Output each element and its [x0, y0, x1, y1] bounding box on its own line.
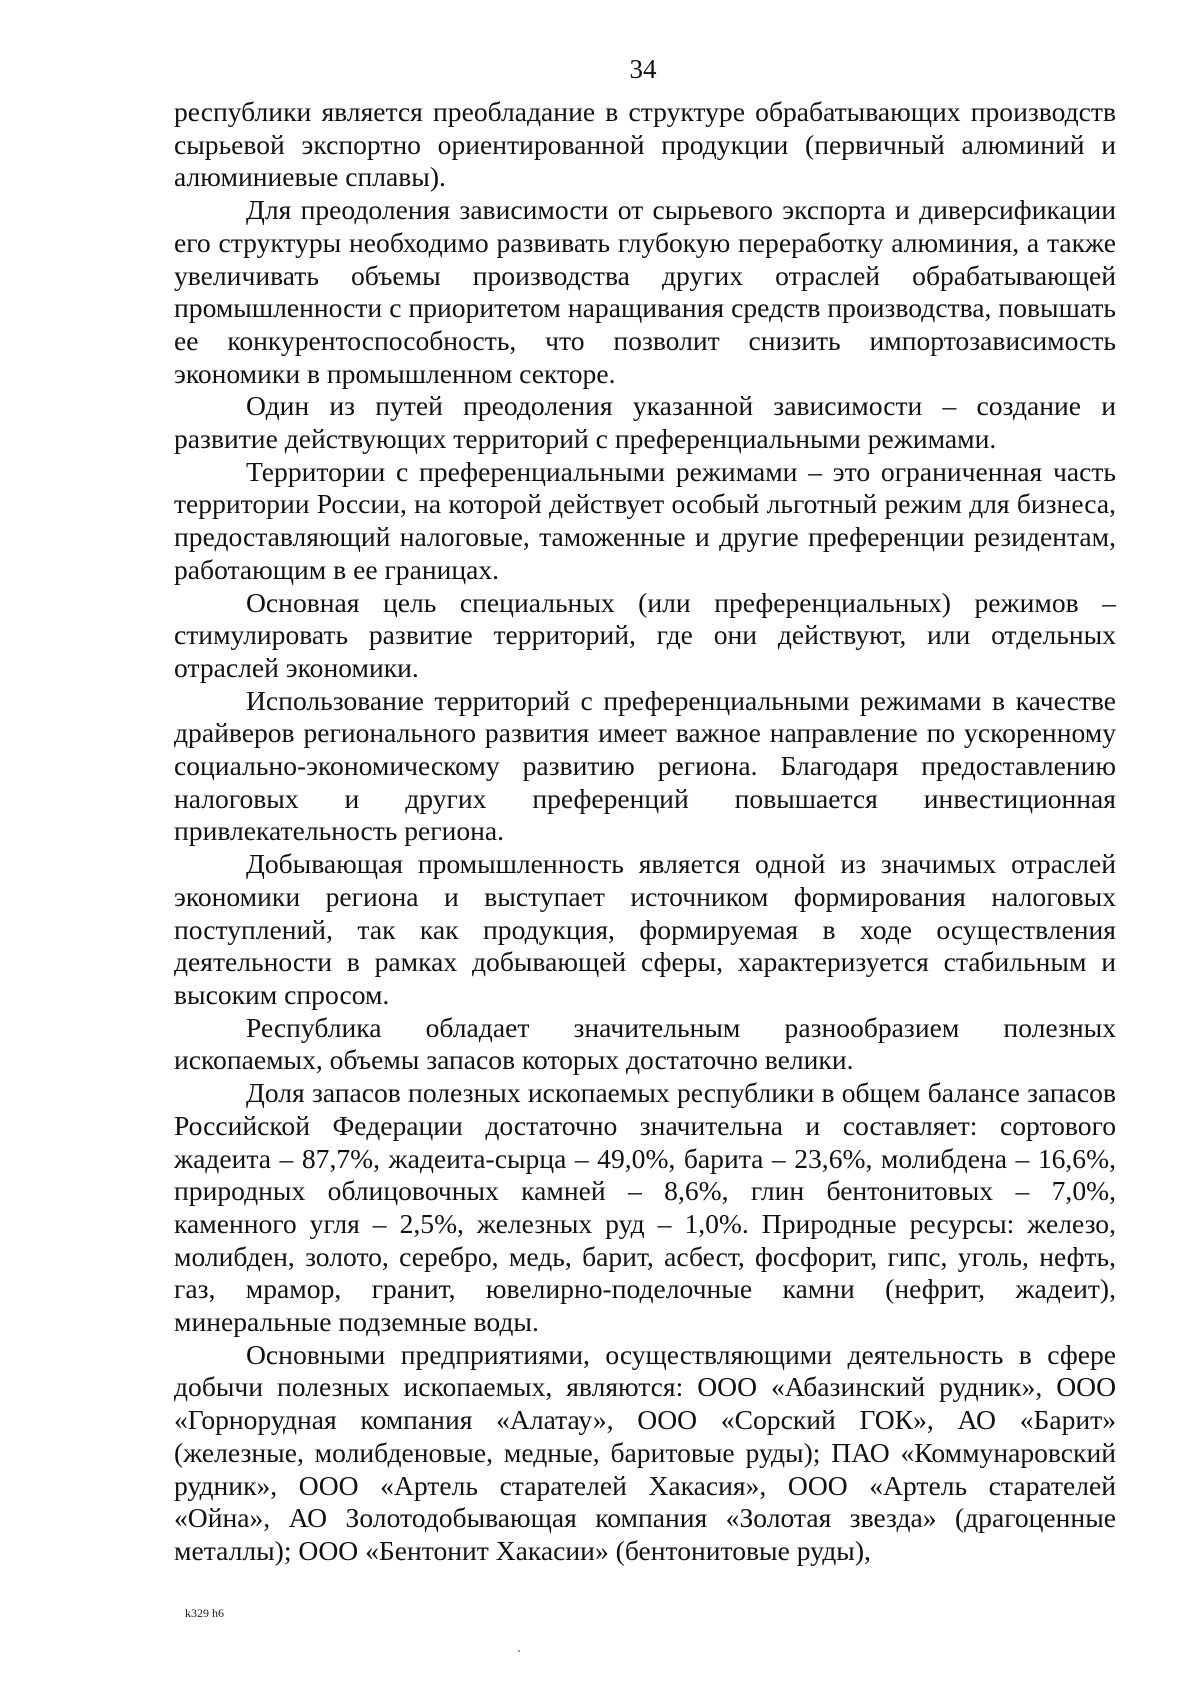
paragraph-diversification: Для преодоления зависимости от сырьевого экспорта и диверсификации его структуры необходимо развивать глубокую переработку алюминия, а также увеличивать объемы производства других отраслей обрабатывающей промышленности с приоритетом наращивания средств производства, повышать ее конкурентоспособность, что позволит снизить импортозависимость экономики в промышленном секторе. [174, 194, 1116, 389]
scan-speck [518, 1650, 520, 1652]
paragraph-territory-definition: Территории с преференциальными режимами – это ограниченная часть территории России, на которой действует особый льготный режим для бизнеса, предоставляющий налоговые, таможенные и другие преференции резидентам, работающим в ее границах. [174, 455, 1116, 585]
paragraph-preferential-territories: Один из путей преодоления указанной зависимости – создание и развитие действующих территорий с преференциальными режимами. [174, 390, 1116, 455]
page-number: 34 [629, 54, 657, 84]
paragraph-reserves-share: Доля запасов полезных ископаемых республики в общем балансе запасов Российской Федерации достаточно значительна и составляет: сортового жадеита – 87,7%, жадеита-сырца – 49,0%, барита – 23,6%, молибдена – 16,6%, природных облицовочных камней – 8,6%, глин бентонитовых – 7,0%, каменного угля – 2,5%, железных руд – 1,0%. Природные ресурсы: железо, молибден, золото, серебро, медь, барит, асбест, фосфорит, гипс, уголь, нефть, газ, мрамор, гранит, ювелирно-поделочные камни (нефрит, жадеит), минеральные подземные воды. [174, 1077, 1116, 1338]
paragraph-regional-development: Использование территорий с преференциальными режимами в качестве драйверов регионального развития имеет важное направление по ускоренному социально-экономическому развитию региона. Благодаря предоставлению налоговых и других преференций повышается инвестиционная привлекательность региона. [174, 684, 1116, 847]
body-text [174, 96, 1116, 1568]
paragraph-mining-industry: Добывающая промышленность является одной из значимых отраслей экономики региона и выступает источником формирования налоговых поступлений, так как продукция, формируемая в ходе осуществления деятельности в рамках добывающей сферы, характеризуется стабильным и высоким спросом. [174, 848, 1116, 1010]
paragraph-main-goal: Основная цель специальных (или преференциальных) режимов – стимулировать развитие территорий, где они действуют, или отдельных отраслей экономики. [174, 586, 1116, 683]
paragraph-main-enterprises: Основными предприятиями, осуществляющими деятельность в сфере добычи полезных ископаемых, являются: ООО «Абазинский рудник», ООО «Горнорудная компания «Алатау», ООО «Сорский ГОК», АО «Барит» (железные, молибденовые, медные, баритовые руды); ПАО «Коммунаровский рудник», ООО «Артель старателей Хакасия», ООО «Артель старателей «Ойна», АО Золотодобывающая компания «Золотая звезда» (драгоценные металлы); ООО «Бентонит Хакасии» (бентонитовые руды), [174, 1338, 1116, 1566]
footer-document-code: k329 h6 [185, 1606, 224, 1620]
paragraph-mineral-diversity: Республика обладает значительным разнообразием полезных ископаемых, объемы запасов которых достаточно велики. [174, 1011, 1116, 1076]
paragraph-continuation: республики является преобладание в структуре обрабатывающих производств сырьевой экспортно ориентированной продукции (первичный алюминий и алюминиевые сплавы). [174, 96, 1116, 193]
